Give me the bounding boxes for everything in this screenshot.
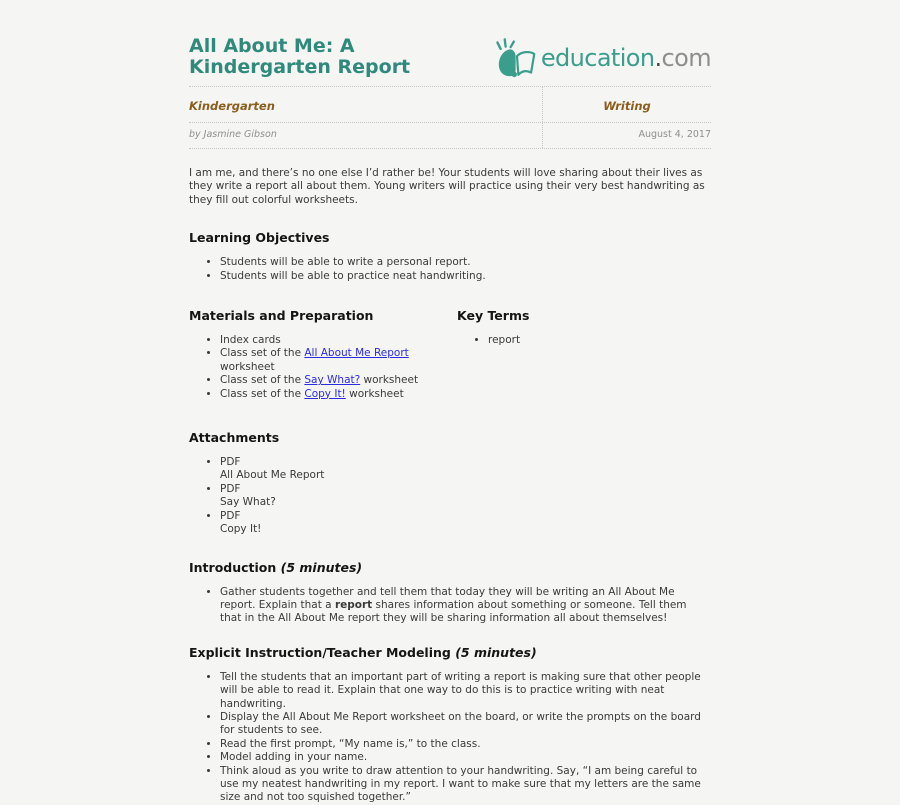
attachment-name[interactable]: All About Me Report <box>220 469 325 482</box>
list-item: • Class set of the All About Me Report worksheet <box>220 347 457 374</box>
page-header <box>189 36 711 87</box>
list-item: • Students will be able to write a personal report. <box>220 256 711 269</box>
attachment-type: • PDF <box>220 456 241 469</box>
list-item: • Read the first prompt, “My name is,” to the class. <box>220 738 711 751</box>
author-byline: by Jasmine Gibson <box>189 129 277 140</box>
education-com-logo-text: education.com <box>540 44 711 72</box>
introduction-heading: Introduction (5 minutes) <box>189 559 363 575</box>
attachments-list <box>189 456 711 536</box>
attachment-type: • PDF <box>220 482 241 495</box>
key-terms-list <box>457 334 711 347</box>
worksheet-link[interactable]: All About Me Report <box>304 347 409 360</box>
duration-label: (5 minutes) <box>276 559 363 575</box>
section-explicit-instruction <box>189 646 711 805</box>
worksheet-link[interactable]: Say What? <box>304 374 361 387</box>
section-key-terms <box>457 309 711 401</box>
key-term-emphasis: report <box>334 598 373 611</box>
section-learning-objectives <box>189 231 711 283</box>
attachment-name[interactable]: Say What? <box>220 496 276 509</box>
list-item: • Students will be able to practice neat handwriting. <box>220 270 711 283</box>
education-com-logo-icon <box>496 38 538 78</box>
key-terms-heading: Key Terms <box>457 308 530 324</box>
explicit-instruction-list <box>189 671 711 805</box>
list-item: • Gather students together and tell them that today they will be writing an All About Me report. Explain that a report shares information about something or someone. Tell them that in the All About Me report they will be sharing information all about themselves! <box>220 586 711 626</box>
list-item: • Display the All About Me Report worksheet on the board, or write the prompts on the board for students to see. <box>220 711 711 738</box>
byline-row <box>189 123 711 149</box>
attachment-item <box>220 483 711 510</box>
section-materials-and-key-terms <box>189 309 711 401</box>
learning-objectives-heading: Learning Objectives <box>189 230 330 246</box>
list-item: • Think aloud as you write to draw attention to your handwriting. Say, “I am being careful to use my neatest handwriting in my report. I want to make sure that my letters are the same size and not too squished together.” <box>220 765 711 805</box>
worksheet-link[interactable]: Copy It! <box>304 387 346 400</box>
attachment-item <box>220 456 711 483</box>
education-com-logo[interactable] <box>496 38 711 78</box>
duration-label: (5 minutes) <box>450 644 537 660</box>
learning-objectives-list <box>189 256 711 283</box>
section-materials <box>189 309 457 401</box>
lesson-plan-page <box>189 0 711 805</box>
explicit-instruction-heading: Explicit Instruction/Teacher Modeling (5 minutes) <box>189 644 537 660</box>
materials-heading: Materials and Preparation <box>189 308 374 324</box>
list-item: • Model adding in your name. <box>220 751 711 764</box>
attachment-type: • PDF <box>220 509 241 522</box>
attachments-heading: Attachments <box>189 430 280 446</box>
list-item: • Index cards <box>220 334 457 347</box>
section-introduction <box>189 561 711 626</box>
list-item: • Tell the students that an important part of writing a report is making sure that other people will be able to read it. Explain that one way to do this is to practice writing with neat handwriting. <box>220 671 711 711</box>
attachment-name[interactable]: Copy It! <box>220 523 262 536</box>
list-item: • report <box>488 334 711 347</box>
breadcrumb-subject-link[interactable]: Writing <box>603 99 651 113</box>
introduction-list <box>189 586 711 626</box>
section-attachments <box>189 431 711 536</box>
materials-list <box>189 334 457 401</box>
lesson-description: I am me, and there’s no one else I’d rather be! Your students will love sharing about their lives as they write a report all about them. Young writers will practice using their very best handwriting as they fill out colorful worksheets. <box>189 167 705 206</box>
list-item: • Class set of the Say What? worksheet <box>220 374 457 387</box>
publish-date: August 4, 2017 <box>542 123 711 148</box>
breadcrumb-grade-link[interactable]: Kindergarten <box>189 99 275 113</box>
category-row <box>189 87 711 123</box>
list-item: • Class set of the Copy It! worksheet <box>220 388 457 401</box>
page-title: All About Me: A Kindergarten Report <box>189 35 411 78</box>
attachment-item <box>220 510 711 537</box>
